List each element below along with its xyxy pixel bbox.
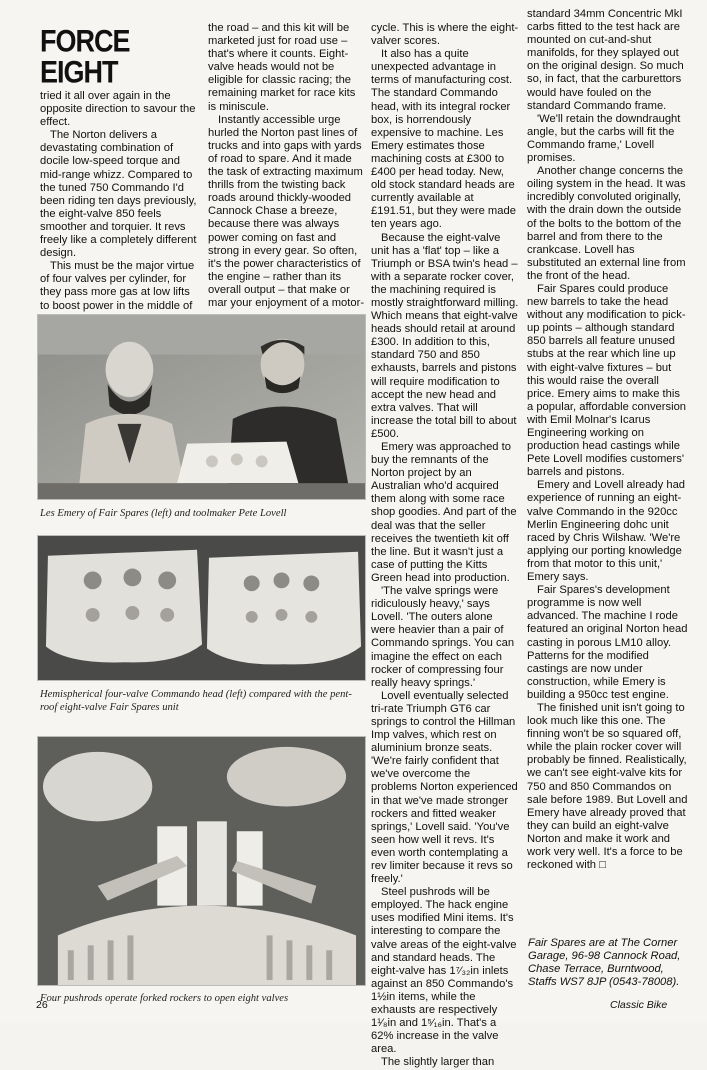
- paragraph: tried it all over again in the opposite direction to savour the effect.: [40, 90, 196, 129]
- column-3: [371, 22, 519, 1070]
- paragraph: Instantly accessible urge hurled the Norton past lines of trucks and into gaps with yards of road to spare. And it made the task of extracting maximum thrills from the twisting back roads around thickly-wooded Cannock Chase a breeze, because there was always power coming on fast and strong in every gear. So often, it's the power characteristics of the engine – rather than its overall output – that make or mar your enjoyment of a motor-: [208, 113, 365, 309]
- paragraph: Steel pushrods will be employed. The hack engine uses modified Mini items. It's interesting to compare the valve areas of the eight-valve and standard heads. The eight-valve has 1⁷⁄₃₂in inlets against an 850 Commando's 1½in items, while the exhausts are respectively 1¹⁄₈in and 1⁵⁄₁₆in. That's a 62% increase in the valve area.: [371, 886, 517, 1056]
- paragraph: 'The valve springs were ridiculously heavy,' says Lovell. 'The outers alone were heavier than a pair of Commando springs. You can imagine the effect on each rocker of compressing four really heavy springs.': [371, 585, 515, 689]
- photo-emery-and-lovell: [37, 314, 366, 500]
- headline: FORCE EIGHT: [40, 23, 130, 90]
- column-4: [527, 8, 689, 872]
- paragraph: Because the eight-valve unit has a 'flat' top – like a Triumph or BSA twin's head – with a separate rocker cover, the machining required is mostly straightforward milling. Which means that eight-valve heads should retail at around £300. In addition to this, standard 750 and 850 exhausts, barrels and pistons will require modification to accept the new head and extra valves. That will increase the total bill to about £500.: [371, 231, 519, 440]
- caption-photo-2: Hemispherical four-valve Commando head (left) compared with the pent-roof eight-valve Fair Spares unit: [40, 689, 352, 713]
- photo-pushrods-rockers: [37, 736, 366, 986]
- page-number: 26: [36, 999, 48, 1011]
- supplier-address: Fair Spares are at The Corner Garage, 96-98 Cannock Road, Chase Terrace, Burntwood, Staffs WS7 8JP (0543-78008).: [528, 937, 681, 989]
- photo-rockers-image: [38, 737, 365, 985]
- paragraph: standard 34mm Concentric MkI carbs fitted to the test hack are mounted on cut-and-shut manifolds, for they splayed out on the original design. So much so, in fact, that the carburettors would have fouled on the standard Commando frame.: [527, 8, 684, 112]
- photo-cylinder-heads: [37, 535, 366, 681]
- paragraph: It also has a quite unexpected advantage in terms of manufacturing cost. The standard Commando head, with its integral rocker box, is horrendously expensive to machine. Les Emery estimates those machining costs at £300 to £400 per head today. New, old stock standard heads are currently available at £191.51, but they were made ten years ago.: [371, 48, 516, 231]
- paragraph: Lovell eventually selected tri-rate Triumph GT6 car springs to control the Hillman Imp valves, which rest on aluminium bronze seats. 'We're fairly confident that we've overcome the problems Norton experienced in that we've made stronger rockers and fitted weaker springs,' Lovell said. 'You've seen how well it revs. It's even worth contemplating a rev limiter because it revs so freely.': [371, 689, 518, 886]
- caption-photo-3: Four pushrods operate forked rockers to open eight valves: [40, 993, 289, 1004]
- paragraph: the road – and this kit will be marketed just for road use – that's where it counts. Eight-valve heads would not be eligible for classic racing; the remaining market for race kits is miniscule.: [208, 22, 356, 113]
- photo-two-men-image: [38, 315, 365, 499]
- publication-name: Classic Bike: [610, 999, 668, 1011]
- caption-photo-1: Les Emery of Fair Spares (left) and toolmaker Pete Lovell: [40, 508, 287, 519]
- paragraph: The Norton delivers a devastating combination of docile low-speed torque and mid-range whizz. Compared to the tuned 750 Commando I'd been riding ten days previously, the eight-valve 850 feels smoother and torquier. It revs freely like a completely different design.: [40, 129, 197, 260]
- paragraph: This must be the major virtue of four valves per cylinder, for they pass more gas at low lifts to boost power in the middle of: [40, 260, 195, 312]
- paragraph: Another change concerns the oiling system in the head. It was incredibly convoluted originally, with the drain down the outside of the bolts to the bottom of the barrel and from there to the crankcase. Lovell has substituted an external line from the front of the head.: [527, 165, 686, 282]
- paragraph: cycle. This is where the eight-valver scores.: [371, 22, 519, 48]
- paragraph: Fair Spares could produce new barrels to take the head without any modification to pick-up points – although standard 850 barrels all feature unused stubs at the rear which line up with eight-valve fixtures – but this would raise the overall price. Emery aims to make this a popular, affordable conversion with Emil Molnar's Icarus Engineering working on production head castings while Pete Lovell modifies customers' barrels and pistons.: [527, 282, 687, 479]
- photo-heads-image: [38, 536, 365, 680]
- paragraph: The slightly larger than: [381, 1056, 495, 1069]
- paragraph: Fair Spares's development programme is now well advanced. The machine I rode featured an original Norton head casting in porous LM10 alloy. Patterns for the modified castings are now under construction, while Emery is building a 950cc test engine.: [527, 584, 688, 701]
- paragraph: 'We'll retain the downdraught angle, but the carbs will fit the Commando frame,' Lovell promises.: [527, 112, 681, 165]
- column-1: [40, 90, 202, 326]
- paragraph: Emery was approached to buy the remnants of the Norton project by an Australian who'd acquired them along with some race shop goodies. And part of the deal was that the seller receives the twentieth kit off the line. But it wasn't just a case of putting the Kitts Green head into production.: [371, 441, 517, 584]
- column-2: [208, 22, 366, 310]
- paragraph: The finished unit isn't going to look much like this one. The finning won't be so squared off, while the plain rocker cover will probably be finned. Realistically, we can't see eight-valve kits for 750 and 850 Commandos on sale before 1989. But Lovell and Emery have already proved that they can build an eight-valve Norton and make it work and work very well. It's a force to be reckoned with □: [527, 701, 688, 872]
- paragraph: Emery and Lovell already had experience of running an eight-valve Commando in the 920cc Merlin Engineering dohc unit raced by Chris Wilshaw. 'We're applying our porting knowledge from that motor to this unit,' Emery says.: [527, 479, 686, 584]
